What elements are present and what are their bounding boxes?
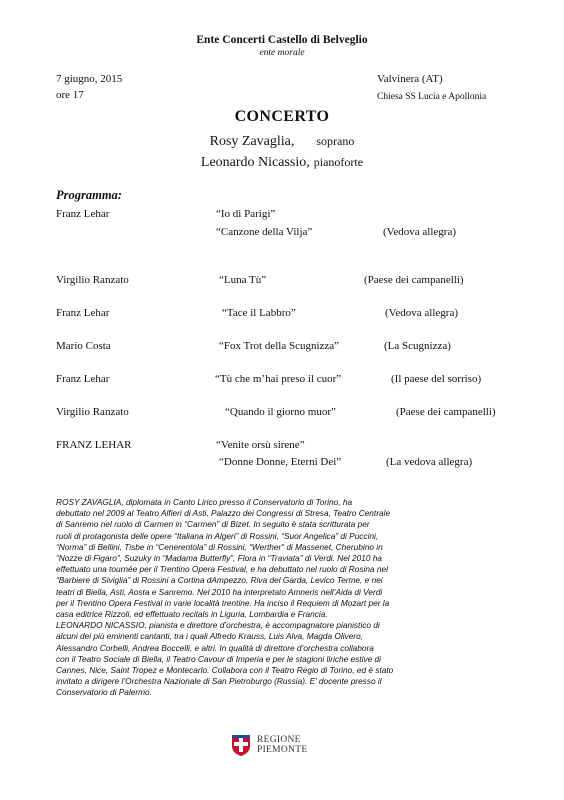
program-composer: Franz Lehar: [56, 373, 110, 385]
program-composer: Mario Costa: [56, 340, 111, 352]
program-opera: (Il paese del sorriso): [391, 373, 482, 385]
performer-role: pianoforte: [313, 155, 364, 169]
program-composer: Franz Lehar: [56, 208, 110, 220]
organization-subtitle: ente morale: [259, 48, 305, 58]
program-opera: (Paese dei campanelli): [364, 274, 464, 286]
program-song: “Donne Donne, Eterni Dei”: [219, 456, 342, 468]
program-composer: Franz Lehar: [56, 307, 110, 319]
biography-line: invitato a dirigere l’Orchestra Nazionale di San Pietroburgo (Russia). E’ docente presso il: [56, 676, 382, 687]
program-composer: Virgilio Ranzato: [56, 274, 129, 286]
program-song: “Quando il giorno muor”: [225, 406, 336, 418]
biography-line: ruoli di protagonista delle opere “Italiana in Algeri” di Rossini, “Suor Angelica” di Puccini,: [56, 530, 379, 541]
biography-line: di Sanremo nel ruolo di Carmen in “Carmen” di Bizet. In seguito è stata scritturata per: [56, 519, 370, 530]
performer-role: soprano: [316, 134, 355, 148]
programma-heading: Programma:: [56, 188, 122, 202]
program-song: “Luna Tù”: [219, 274, 267, 286]
program-song: “Tù che m’hai preso il cuor”: [215, 373, 342, 385]
performer-2: [0, 155, 564, 171]
biography-line: “Norma” di Bellini, Tisbe in “Cenerentola” di Rossini, “Werther” di Massenet, Cherubino in: [56, 541, 383, 552]
biography-text: [56, 497, 526, 699]
biography-line: per il Trentino Opera Festival in varie località trentine. Ha inciso il Requiem di Mozart per la: [56, 597, 390, 608]
event-venue: Chiesa SS Lucia e Apollonia: [377, 92, 487, 102]
program-song: “Fox Trot della Scugnizza”: [219, 340, 340, 352]
biography-line: Cannes, Nice, Saint Tropez e Montecarlo. Collabora con il Teatro Regio di Torino, ed è stato: [56, 665, 394, 676]
event-time: ore 17: [56, 89, 84, 101]
biography-line: LEONARDO NICASSIO, pianista e direttore d’orchestra, è accompagnatore pianistico di: [56, 620, 380, 631]
program-opera: (La vedova allegra): [386, 456, 473, 468]
logo-line-1: REGIONE: [257, 735, 301, 745]
performer-name: Leonardo Nicassio,: [200, 155, 310, 170]
biography-line: Conservatorio di Palermo.: [56, 687, 152, 698]
program-song: “Canzone della Vilja”: [216, 226, 313, 238]
program-opera: (Vedova allegra): [385, 307, 458, 319]
biography-line: “Nozze di Figaro”, Suzuky in “Madama Butterfly”, Flora in “Traviata” di Verdi. Nel 2010 ha: [56, 553, 383, 564]
biography-line: Alessandro Corbelli, Andrea Boccelli, e altri. In qualità di direttore d’orchestra collabora: [56, 642, 374, 653]
biography-line: teatri di Biella, Asti, Aosta e Sanremo. Nel 2010 ha interpretato Amneris nell’Aida di Verdi: [56, 586, 383, 597]
regione-piemonte-logo: [229, 733, 339, 773]
organization-name: Ente Concerti Castello di Belveglio: [196, 34, 368, 46]
biography-line: debuttato nel 2009 al Teatro Alfieri di Asti, Palazzo dei Congressi di Stresa, Teatro Centrale: [56, 508, 391, 519]
logo-line-2: PIEMONTE: [257, 744, 308, 755]
program-opera: (Vedova allegra): [383, 226, 456, 238]
concert-title: CONCERTO: [234, 108, 330, 125]
program-song: “Venite orsù sirene”: [216, 439, 305, 451]
biography-line: casa editrice Rizzoli, ed effettuato recitals in Liguria, Lombardia e Francia.: [56, 609, 328, 620]
biography-line: alcuni dei più eminenti cantanti, tra i quali Alfredo Krauss, Luis Alva, Magda Olivero,: [56, 631, 363, 642]
program-opera: (La Scugnizza): [384, 340, 451, 352]
biography-line: con il Teatro Sociale di Biella, il Teatro Cavour di Imperia e per le stagioni liriche estive di: [56, 653, 381, 664]
program-opera: (Paese dei campanelli): [396, 406, 496, 418]
regione-piemonte-emblem-icon: [229, 733, 253, 757]
program-song: “Io di Parigi”: [216, 208, 276, 220]
biography-line: “Barbiere di Siviglia” di Rossini a Cortina dAmpezzo, Riva del Garda, Levico Terme, e nei: [56, 575, 383, 586]
biography-line: ROSY ZAVAGLIA, diplomata in Canto Lirico presso il Conservatorio di Torino, ha: [56, 497, 353, 507]
program-song: “Tace il Labbro”: [222, 307, 296, 319]
program-composer: Virgilio Ranzato: [56, 406, 129, 418]
performer-1: [0, 134, 564, 150]
event-date: 7 giugno, 2015: [56, 73, 123, 85]
performer-name: Rosy Zavaglia,: [209, 134, 295, 149]
event-city: Valvinera (AT): [377, 73, 443, 85]
program-composer: FRANZ LEHAR: [56, 439, 132, 451]
biography-line: effettuato una tournée per il Trentino Opera Festival, e ha debuttato nel ruolo di Rosina nel: [56, 564, 388, 575]
